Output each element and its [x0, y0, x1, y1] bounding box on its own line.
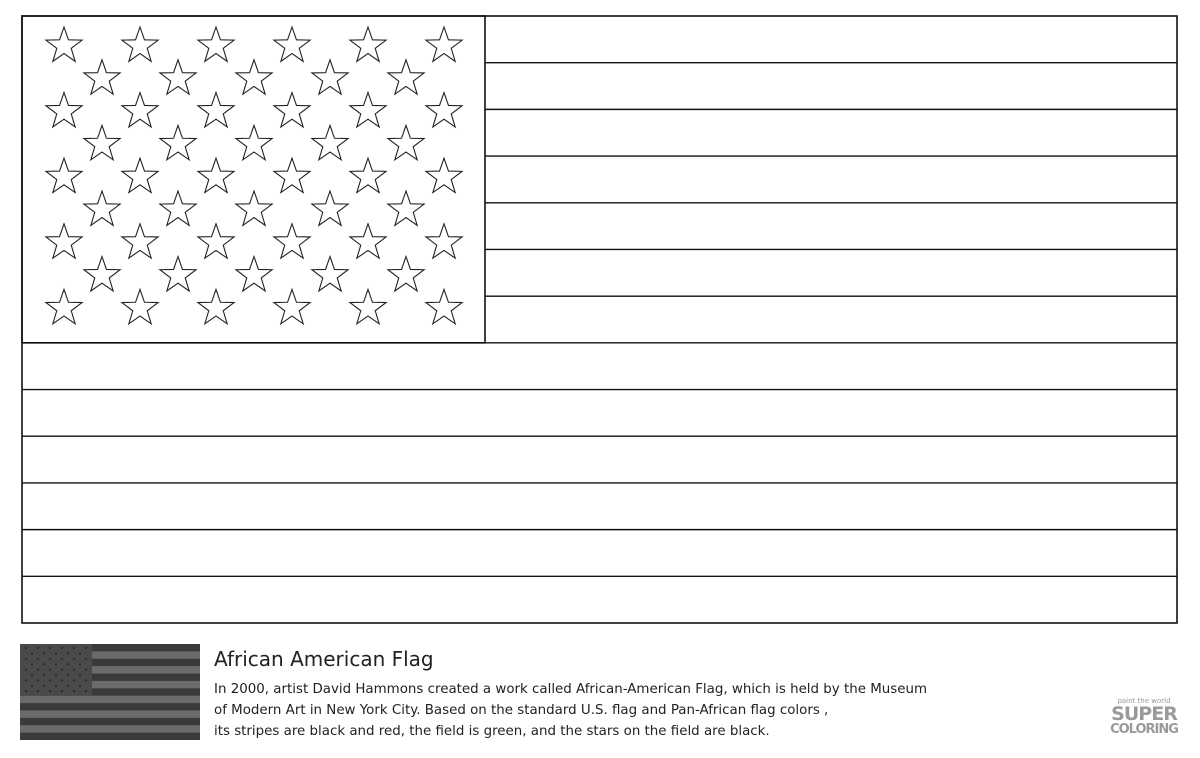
thumbnail-star-icon: [79, 674, 81, 676]
thumbnail-star-icon: [61, 669, 63, 671]
thumbnail-stripe: [20, 696, 200, 704]
thumbnail-star-icon: [49, 647, 51, 649]
caption-line: its stripes are black and red, the field is green, and the stars on the field are black.: [214, 724, 770, 739]
thumbnail-star-icon: [73, 669, 75, 671]
thumbnail-star-icon: [67, 674, 69, 676]
thumbnail-star-icon: [37, 690, 39, 692]
thumbnail-star-icon: [55, 685, 57, 687]
thumbnail-star-icon: [25, 690, 27, 692]
thumbnail-star-icon: [85, 690, 87, 692]
thumbnail-star-icon: [43, 663, 45, 665]
thumbnail-star-icon: [49, 658, 51, 660]
thumbnail-star-icon: [31, 663, 33, 665]
flag-border: [22, 16, 1177, 623]
thumbnail-stripe: [20, 733, 200, 740]
thumbnail-star-icon: [73, 690, 75, 692]
thumbnail-star-icon: [67, 652, 69, 654]
caption-title: African American Flag: [214, 647, 434, 671]
thumbnail-star-icon: [85, 679, 87, 681]
logo-tagline: paint the world: [1117, 697, 1171, 705]
logo-word-top: SUPER: [1111, 703, 1177, 725]
thumbnail-star-icon: [25, 679, 27, 681]
thumbnail-star-icon: [85, 669, 87, 671]
thumbnail-star-icon: [61, 690, 63, 692]
thumbnail-star-icon: [73, 679, 75, 681]
thumbnail-stripe: [20, 718, 200, 726]
thumbnail-star-icon: [61, 658, 63, 660]
thumbnail-star-icon: [61, 679, 63, 681]
thumbnail-stripe: [20, 725, 200, 733]
thumbnail-star-icon: [37, 647, 39, 649]
thumbnail-star-icon: [85, 658, 87, 660]
thumbnail-star-icon: [31, 674, 33, 676]
super-coloring-logo: [1104, 697, 1184, 736]
thumbnail-star-icon: [49, 690, 51, 692]
thumbnail-star-icon: [67, 663, 69, 665]
thumbnail-star-icon: [25, 658, 27, 660]
flag-thumbnail: [20, 644, 200, 740]
thumbnail-canton: [20, 644, 92, 696]
thumbnail-stripe: [20, 710, 200, 718]
thumbnail-star-icon: [55, 674, 57, 676]
thumbnail-star-icon: [43, 652, 45, 654]
thumbnail-star-icon: [49, 669, 51, 671]
logo-word-bottom: COLORING: [1110, 722, 1178, 737]
thumbnail-star-icon: [73, 658, 75, 660]
thumbnail-star-icon: [67, 685, 69, 687]
thumbnail-star-icon: [31, 685, 33, 687]
thumbnail-star-icon: [61, 647, 63, 649]
thumbnail-star-icon: [25, 669, 27, 671]
thumbnail-star-icon: [73, 647, 75, 649]
thumbnail-star-icon: [37, 658, 39, 660]
thumbnail-star-icon: [43, 674, 45, 676]
thumbnail-star-icon: [43, 685, 45, 687]
thumbnail-star-icon: [25, 647, 27, 649]
thumbnail-star-icon: [37, 679, 39, 681]
thumbnail-star-icon: [79, 685, 81, 687]
thumbnail-star-icon: [79, 663, 81, 665]
thumbnail-stripe: [20, 703, 200, 711]
caption-line: In 2000, artist David Hammons created a work called African-American Flag, which is held by the Museum: [214, 682, 927, 697]
thumbnail-star-icon: [31, 652, 33, 654]
thumbnail-star-icon: [79, 652, 81, 654]
thumbnail-star-icon: [55, 663, 57, 665]
caption-line: of Modern Art in New York City. Based on the standard U.S. flag and Pan-African flag colors ,: [214, 703, 829, 718]
thumbnail-star-icon: [85, 647, 87, 649]
thumbnail-star-icon: [55, 652, 57, 654]
thumbnail-star-icon: [37, 669, 39, 671]
thumbnail-star-icon: [49, 679, 51, 681]
